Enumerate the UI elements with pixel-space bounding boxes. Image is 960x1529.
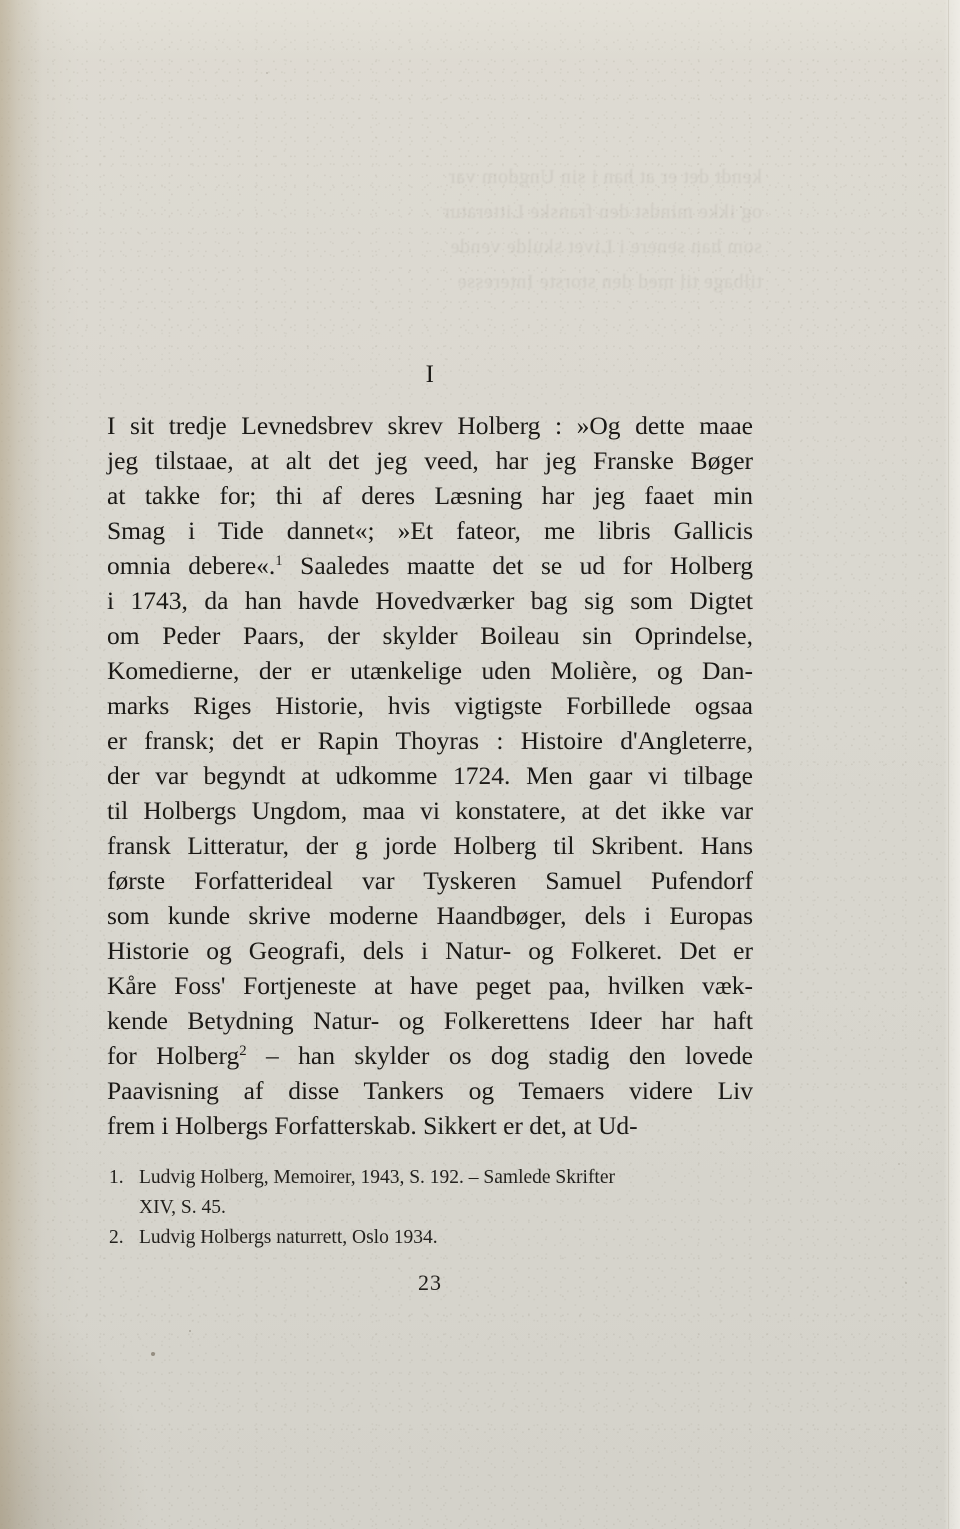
body-line: I sit tredje Levnedsbrev skrev Holberg : »Og dette maae [107, 411, 753, 440]
body-line: Paavisning af disse Tankers og Temaers videre Liv [107, 1076, 753, 1105]
page-number: 23 [418, 1270, 442, 1295]
footnote-number: 2. [109, 1227, 124, 1248]
top-edge-highlight [0, 0, 960, 60]
footnote-reference-1: 1 [275, 552, 283, 569]
footnote-number: 1. [109, 1167, 124, 1188]
right-edge-fold-line [948, 0, 949, 1529]
body-line: Komedierne, der er utænkelige uden Molière, og Dan- [107, 656, 753, 685]
body-line: kende Betydning Natur- og Folkerettens Ideer har haft [107, 1006, 753, 1035]
body-line: til Holbergs Ungdom, maa vi konstatere, at det ikke var [107, 796, 753, 825]
body-line: Kåre Foss' Fortjeneste at have peget paa, hvilken væk- [107, 971, 753, 1000]
line-text-before-ref: for Holberg [107, 1041, 240, 1070]
body-line: at takke for; thi af deres Læsning har jeg faaet min [107, 481, 753, 510]
body-line: som kunde skrive moderne Haandbøger, dels i Europas [107, 901, 753, 930]
body-line-with-footnote-ref [107, 548, 753, 583]
body-line: er fransk; det er Rapin Thoyras : Histoire d'Angleterre, [107, 726, 753, 755]
body-line: marks Riges Historie, hvis vigtigste Forbillede ogsaa [107, 691, 753, 720]
body-paragraph [107, 408, 753, 1143]
chapter-heading: I [425, 361, 435, 388]
line-text-before-ref: omnia debere«. [107, 551, 276, 580]
footnote-item [109, 1223, 759, 1253]
footnote-text: Ludvig Holberg, Memoirer, 1943, S. 192. – Samlede Skrifter [139, 1167, 615, 1188]
bottom-left-corner-shadow [0, 1299, 150, 1529]
body-line: første Forfatterideal var Tyskeren Samuel Pufendorf [107, 866, 753, 895]
line-text-after-ref: – han skylder os dog stadig den lovede [246, 1041, 753, 1070]
footnote-item [109, 1163, 759, 1223]
body-line-with-footnote-ref [107, 1038, 753, 1073]
right-edge-highlight [944, 0, 960, 1529]
footnote-continuation: XIV, S. 45. [139, 1197, 226, 1218]
body-line: Historie og Geografi, dels i Natur- og Folkeret. Det er [107, 936, 753, 965]
line-text-after-ref: Saaledes maatte det se ud for Holberg [282, 551, 753, 580]
body-line: der var begyndt at udkomme 1724. Men gaar vi tilbage [107, 761, 753, 790]
body-line: i 1743, da han havde Hovedværker bag sig som Digtet [107, 586, 753, 615]
footnote-block [109, 1163, 759, 1253]
body-line: om Peder Paars, der skylder Boileau sin Oprindelse, [107, 621, 753, 650]
body-line: Smag i Tide dannet«; »Et fateor, me libris Gallicis [107, 516, 753, 545]
body-line: frem i Holbergs Forfatterskab. Sikkert er det, at Ud- [107, 1111, 638, 1140]
footnote-reference-2: 2 [239, 1042, 247, 1059]
body-line: jeg tilstaae, at alt det jeg veed, har jeg Franske Bøger [107, 446, 753, 475]
footnote-text: Ludvig Holbergs naturrett, Oslo 1934. [139, 1227, 438, 1248]
body-line: fransk Litteratur, der g jorde Holberg til Skribent. Hans [107, 831, 753, 860]
